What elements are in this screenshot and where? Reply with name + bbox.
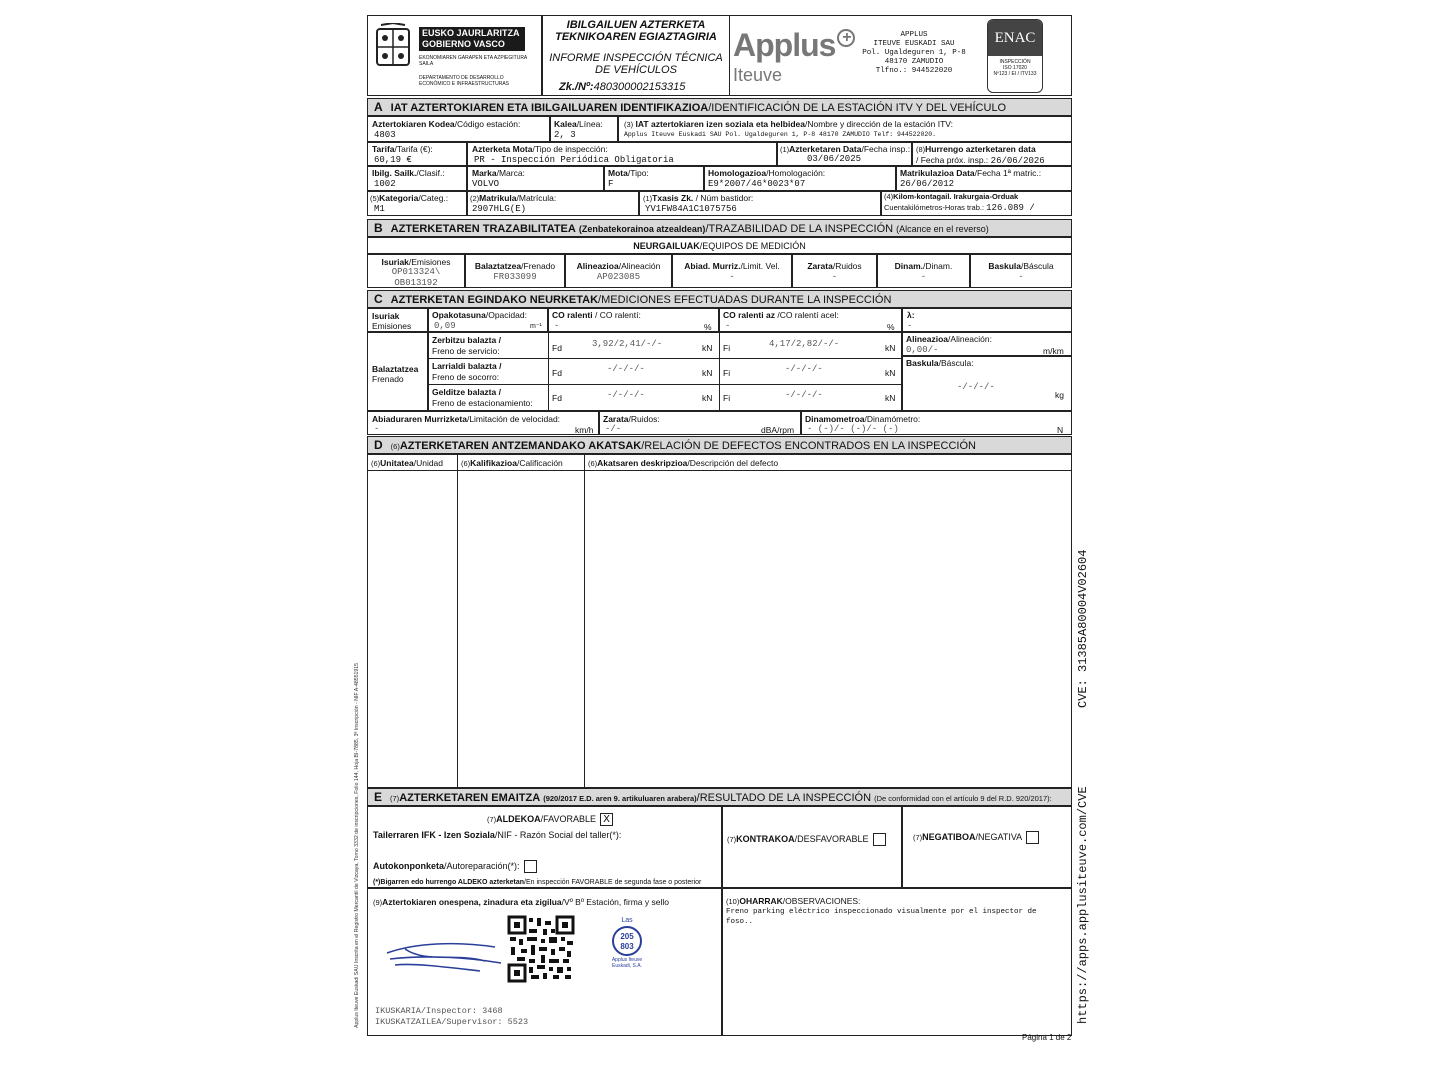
service-fd-unit: kN [702, 343, 713, 353]
co-idle-label-eu: CO ralenti [552, 310, 593, 320]
basque-coat-of-arms-icon [373, 23, 413, 71]
scale-label-eu: Baskula [906, 358, 939, 368]
plate-label-eu: Matrikula [479, 193, 517, 203]
signature-label-es: /Vº Bº Estación, firma y sello [561, 897, 669, 907]
co-accel-value: - [725, 321, 731, 331]
service-fi-unit: kN [885, 343, 896, 353]
report-number-label: Zk./Nº: [559, 81, 594, 93]
equipment-label [465, 261, 565, 271]
inspection-type-value: PR - Inspección Periódica Obligatoria [474, 155, 674, 165]
odometer-num: (4) [884, 192, 894, 201]
category-value: M1 [374, 204, 385, 214]
applus-plus-icon: + [837, 29, 855, 47]
section-c-header [367, 290, 1072, 308]
section-d-title-eu: AZTERKETAREN ANTZEMANDAKO AKATSAK [399, 440, 642, 452]
emergency-fd-label: Fd [552, 368, 562, 378]
self-repair-checkbox[interactable] [524, 860, 537, 873]
parking-brake-label-es: Freno de estacionamiento: [432, 398, 533, 408]
equipment-label-es: /Emisiones [408, 257, 451, 267]
equipment-cell [792, 254, 877, 288]
defects-table [367, 454, 1072, 788]
section-a-title-eu: IAT AZTERTOKIAREN ETA IBILGAILUAREN IDENTIFIKAZIOA [390, 102, 709, 114]
page-number: Página 1 de 2 [1022, 1033, 1072, 1042]
brakes-label-eu: Balaztatzea [372, 364, 419, 374]
title-eu-line1: IBILGAILUEN AZTERKETA [566, 19, 706, 31]
applus-logo [733, 29, 855, 61]
equipment-value: FR033099 [493, 272, 537, 282]
favorable-checkbox[interactable]: X [600, 813, 613, 826]
emissions-label-es: Emisiones [372, 321, 412, 331]
opacity-label-es: /Opacidad: [485, 310, 527, 320]
station-stamp [607, 917, 647, 985]
inspection-date-num: (1) [780, 145, 790, 154]
section-e-title-es: /RESULTADO DE LA INSPECCIÓN [696, 792, 872, 804]
section-e-num: (7) [390, 794, 400, 803]
station-code-label-es: /Código estación: [454, 119, 521, 129]
station-code-label-eu: Aztertokiaren Kodea [372, 119, 455, 129]
defects-desc-num: (6) [588, 459, 598, 468]
tariff-label-es: /Tarifa (€): [394, 144, 433, 154]
section-b-title-eu: AZTERKETAREN TRAZABILITATEA [390, 223, 576, 235]
tariff-label-eu: Tarifa [372, 144, 395, 154]
equipment-label-eu: Baskula [988, 261, 1021, 271]
equipment-value: AP023085 [596, 272, 641, 282]
equipment-label [877, 261, 970, 271]
inspection-report-page [367, 15, 1072, 1040]
emergency-brake-label-es: Freno de socorro: [432, 372, 500, 382]
section-d-num: (6) [390, 442, 400, 451]
equipment-label [672, 261, 792, 271]
section-d-letter: D [374, 438, 383, 452]
brand-label-eu: Marka [472, 168, 497, 178]
emergency-fi-label: Fi [723, 368, 731, 378]
section-a-letter: A [374, 100, 383, 114]
stamp-bottom-2: Euskadi, S.A. [611, 963, 642, 969]
equipment-label-eu: Isuriak [381, 257, 409, 267]
homologation-label-eu: Homologazioa [708, 168, 767, 178]
opacity-value: 0,09 [434, 321, 456, 331]
favorable-label-es: /FAVORABLE [540, 813, 597, 824]
government-name-banner [419, 27, 525, 51]
vin-value: YV1FW84A1C1075756 [645, 204, 737, 214]
verification-qr-code-icon [507, 915, 575, 983]
dynamometer-value: - (-)/- (-)/- (-) [807, 424, 899, 434]
workshop-label-es: /NIF - Razón Social del taller(*): [494, 830, 622, 840]
section-d-title-es: /RELACIÓN DE DEFECTOS ENCONTRADOS EN LA INSPECCIÓN [641, 440, 976, 452]
co-accel-label-eu: CO ralenti az [723, 310, 775, 320]
emergency-fi-value: -/-/-/- [785, 364, 823, 374]
inspector-value: 3468 [482, 1006, 503, 1016]
emergency-fi-unit: kN [885, 368, 896, 378]
defects-unit-label-es: /Unidad [413, 458, 444, 468]
plate-num: (2) [470, 194, 480, 203]
dynamometer-label-eu: Dinamometroa [805, 414, 865, 424]
signature-label-eu: Aztertokiaren onespena, zinadura eta zigilua [382, 897, 562, 907]
defects-rating-num: (6) [461, 459, 471, 468]
equipment-label-es: /Alineación [618, 261, 661, 271]
cve-url-link[interactable]: https://apps.applusiteuve.com/CVE [1076, 786, 1090, 1024]
registration-date-label-eu: Matrikulazioa Data [900, 168, 975, 178]
footnote-eu: (*)Bigarren edo hurrengo ALDEKO azterketan [373, 879, 525, 886]
emissions-label-eu: Isuriak [372, 311, 400, 321]
alignment-label-eu: Alineazioa [906, 334, 949, 344]
cve-code: CVE: 31385A80004V02604 [1076, 549, 1090, 708]
inspection-type-label-es: /Tipo de inspección: [532, 144, 608, 154]
classification-value: 1002 [374, 179, 396, 189]
gov-department-eu: EKONOMIAREN GARAPEN ETA AZPIEGITURA SAILA [419, 55, 527, 67]
stamp-top-text: Las [621, 917, 633, 924]
defects-unit-label-eu: Unitatea [380, 458, 414, 468]
tariff-value: 60,19 € [374, 155, 412, 165]
section-e-note-eu: (920/2017 E.D. aren 9. artikuluaren arabera) [543, 794, 697, 803]
registration-date-value: 26/06/2012 [900, 179, 955, 189]
inspection-date-label-eu: Azterketaren Data [789, 144, 862, 154]
report-number-value: 480300002153315 [593, 81, 686, 93]
station-company-block [859, 31, 969, 76]
report-number [559, 81, 685, 93]
co-idle-value: - [554, 321, 560, 331]
speed-limit-value: - [374, 424, 380, 434]
line-label-es: /Línea: [576, 119, 603, 129]
next-inspection-label-eu: Hurrengo azterketaren data [925, 144, 1036, 154]
favorable-label-eu: ALDEKOA [496, 813, 541, 824]
observations-label-es: /OBSERVACIONES: [782, 896, 861, 906]
equipment-label-eu: Alineazioa [576, 261, 619, 271]
odometer-label-es: Cuentakilómetros-Horas trab.: [884, 203, 985, 212]
classification-label-es: /Clasif.: [416, 168, 445, 178]
observations-text-1: Freno parking eléctrico inspeccionado visualmente por el inspector de [726, 908, 1037, 916]
observations-label-eu: OHARRAK [739, 896, 783, 906]
equipment-cell [970, 254, 1072, 288]
co-accel-unit: % [887, 322, 895, 332]
inspection-type-label-eu: Azterketa Mota [472, 144, 533, 154]
equipment-label-es: /Dinam. [923, 261, 953, 271]
title-es-line1: INFORME INSPECCIÓN TÉCNICA [549, 52, 723, 64]
enac-line-3: Nº123 / EI / ITV133 [993, 71, 1037, 77]
negative-cell [902, 806, 1072, 888]
applus-logo-text: Applus [733, 27, 836, 63]
parking-fd-label: Fd [552, 393, 562, 403]
speed-limit-label-eu: Abiaduraren Murrizketa [372, 414, 467, 424]
plate-value: 2907HLG(E) [472, 204, 527, 214]
brakes-label-es: Frenado [372, 374, 404, 384]
self-repair-label-eu: Autokonponketa [373, 860, 444, 871]
report-title-es [542, 52, 730, 76]
unfavorable-label-eu: KONTRAKOA [736, 833, 795, 844]
equipment-label-es: /Frenado [521, 261, 556, 271]
section-e-header [367, 788, 1072, 806]
section-b-title-es: /TRAZABILIDAD DE LA INSPECCIÓN [705, 223, 894, 235]
category-label-eu: Kategoria [379, 193, 419, 203]
defects-rating-label-eu: Kalifikazioa [470, 458, 517, 468]
stamp-circle [612, 926, 642, 956]
equipment-label-es: /Limit. Vel. [740, 261, 780, 271]
station-name-value: Applus Iteuve Euskadi SAU Pol. Ugaldeguren 1, P-8 48170 ZAMUDIO Telf: 944522020. [624, 131, 937, 138]
homologation-label-es: /Homologación: [766, 168, 826, 178]
equipment-label [565, 261, 672, 271]
enac-line-1: INSPECCIÓN [999, 59, 1031, 65]
co-accel-label-es: /CO ralentí acel: [774, 310, 839, 320]
iteuve-logo-text: Iteuve [733, 65, 783, 85]
alignment-label-es: /Alineación: [948, 334, 992, 344]
homologation-value: E9*2007/46*0023*07 [708, 179, 806, 189]
equipment-label-eu: Zarata [807, 261, 833, 271]
opacity-unit: m⁻¹ [530, 323, 542, 330]
type-value: F [608, 179, 614, 189]
vin-num: (1) [643, 194, 653, 203]
equipment-label-eu: Balaztatzea [474, 261, 522, 271]
section-c-letter: C [374, 292, 383, 306]
section-d-header [367, 436, 1072, 454]
next-inspection-label-es: / Fecha próx. insp.: [916, 155, 989, 165]
company-line-2: ITEUVE EUSKADI SAU [873, 40, 955, 48]
gov-name-eu: EUSKO JAURLARITZA [422, 28, 520, 38]
self-repair-label-es: /Autoreparación(*): [444, 860, 520, 871]
alignment-unit: m/km [1043, 346, 1064, 356]
negative-label-eu: NEGATIBOA [922, 831, 976, 842]
noise-label-eu: Zarata [603, 414, 629, 424]
section-e-note-es: (De conformidad con el artículo 9 del R.D. 920/2017): [874, 794, 1052, 803]
negative-num: (7) [913, 832, 923, 842]
equipment-cell [465, 254, 565, 288]
service-fd-value: 3,92/2,41/-/- [592, 339, 663, 349]
station-name-label-es: /Nombre y dirección de la estación ITV: [804, 119, 954, 129]
negative-checkbox[interactable] [1026, 831, 1039, 844]
unfavorable-num: (7) [727, 834, 737, 844]
title-eu-line2: TEKNIKOAREN EGIAZTAGIRIA [555, 31, 717, 43]
classification-label-eu: Ibilg. Sailk. [372, 168, 417, 178]
service-fd-label: Fd [552, 343, 562, 353]
equipment-label-eu: Dinam. [894, 261, 924, 271]
negative-label-es: /NEGATIVA [975, 831, 1023, 842]
equipment-label-eu: Abiad. Murriz. [684, 261, 741, 271]
dynamometer-label-es: /Dinamómetro: [864, 414, 921, 424]
lambda-cell [902, 308, 1072, 332]
service-brake-label-eu: Zerbitzu balazta / [432, 335, 501, 345]
co-idle-unit: % [704, 322, 712, 332]
emergency-fd-value: -/-/-/- [607, 364, 645, 374]
equipment-cell [672, 254, 792, 288]
parking-fd-unit: kN [702, 393, 713, 403]
section-e-title-eu: AZTERKETAREN EMAITZA [399, 792, 541, 804]
equipment-value-secondary: OB013192 [394, 278, 438, 288]
equipment-label-es: /Ruidos [832, 261, 862, 271]
equipment-label [367, 257, 465, 267]
noise-value: -/- [605, 424, 622, 434]
company-line-4: 48170 ZAMUDIO [884, 58, 944, 66]
company-line-3: Pol. Ugaldeguren 1, P-8 [862, 49, 966, 57]
odometer-value: 126.089 / [986, 203, 1035, 213]
station-name-label-eu: IAT aztertokiaren izen soziala eta helbidea [635, 119, 805, 129]
title-es-line2: DE VEHÍCULOS [595, 64, 677, 76]
brand-value: VOLVO [472, 179, 500, 189]
parking-fi-unit: kN [885, 393, 896, 403]
type-label-eu: Mota [608, 168, 628, 178]
inspection-date-label-es: /Fecha insp.: [861, 144, 911, 154]
line-label-eu: Kalea [554, 119, 577, 129]
service-fi-value: 4,17/2,82/-/- [769, 339, 840, 349]
inspection-date-value: 03/06/2025 [807, 154, 862, 164]
company-line-1: APPLUS [900, 31, 928, 39]
scale-unit: kg [1055, 390, 1064, 400]
co-idle-label-es: / CO ralentí: [592, 310, 641, 320]
brand-label-es: /Marca: [496, 168, 525, 178]
lambda-value: - [907, 321, 913, 331]
emergency-brake-label-eu: Larrialdi balazta / [432, 361, 502, 371]
equipment-cell [877, 254, 970, 288]
section-e-letter: E [374, 790, 383, 804]
alignment-value: 0,00/- [906, 345, 939, 355]
report-title-eu [542, 19, 730, 43]
equipment-value: OP013324\ [391, 267, 441, 277]
section-c-title-eu: AZTERKETAN EGINDAKO NEURKETAK [390, 294, 599, 306]
service-brake-label-es: Freno de servicio: [432, 346, 500, 356]
service-fi-label: Fi [723, 343, 731, 353]
observations-text-2: foso.. [726, 918, 754, 926]
parking-fi-label: Fi [723, 393, 731, 403]
equipment-label [792, 261, 877, 271]
enac-logo [987, 19, 1043, 93]
vin-label-eu: Txasis Zk. [652, 193, 694, 203]
emergency-fd-unit: kN [702, 368, 713, 378]
noise-unit: dBA/rpm [761, 425, 795, 435]
observations-num: (10) [726, 897, 740, 906]
inspector-label: IKUSKARIA/Inspector: [375, 1006, 478, 1016]
equipment-value: - [831, 272, 838, 282]
defects-rating-label-es: /Calificación [516, 458, 563, 468]
scale-label-es: /Báscula: [938, 358, 974, 368]
supervisor-label: IKUSKATZAILEA/Supervisor: [375, 1017, 503, 1027]
equipment-label-es: /Báscula [1021, 261, 1054, 271]
type-label-es: /Tipo: [627, 168, 649, 178]
noise-label-es: /Ruidos: [628, 414, 660, 424]
lambda-label: λ: [907, 310, 915, 320]
equipment-label-eu: NEURGAILUAK [633, 241, 700, 251]
stamp-bottom-1: Applus Iteuve [611, 957, 643, 963]
odometer-label-eu: Kilom-kontagail. Irakurgaia-Orduak [893, 192, 1019, 201]
parking-brake-label-eu: Gelditze balazta / [432, 387, 501, 397]
favorable-num: (7) [487, 814, 497, 824]
parking-fd-value: -/-/-/- [607, 390, 645, 400]
company-line-5: Tlfno.: 944522020 [875, 67, 953, 75]
workshop-label-eu: Tailerraren IFK - Izen Soziala [373, 830, 495, 840]
speed-limit-unit: km/h [575, 425, 594, 435]
speed-limit-label-es: /Limitación de velocidad: [466, 414, 561, 424]
section-a-title-es: /IDENTIFICACIÓN DE LA ESTACIÓN ITV Y DEL VEHÍCULO [708, 102, 1007, 114]
stamp-number-1: 205 [620, 932, 634, 941]
unfavorable-checkbox[interactable] [873, 833, 886, 846]
inspector-signature-icon [385, 933, 505, 978]
defects-desc-label-es: /Descripción del defecto [687, 458, 779, 468]
scale-value: -/-/-/- [957, 382, 995, 392]
section-b-header [367, 219, 1072, 237]
equipment-cell [565, 254, 672, 288]
section-b-note-es: (Alcance en el reverso) [896, 224, 989, 234]
defects-desc-label-eu: Akatsaren deskripzioa [597, 458, 688, 468]
unfavorable-label-es: /DESFAVORABLE [794, 833, 869, 844]
enac-line-2: ISO 17020 [1003, 65, 1027, 71]
equipment-value: - [920, 272, 927, 282]
category-num: (5) [370, 194, 380, 203]
station-code-value: 4803 [374, 130, 396, 140]
station-name-num: (3) [624, 120, 634, 129]
line-value: 2, 3 [554, 130, 576, 140]
legal-registry-text: Applus Iteuve Euskadi SAU Inscrita en el Registro Mercantil de Vizcaya, Tomo 3332 de inscripciones, Folio 144, Hoja BI-7885, 3ª Inscripción - NIF A-48551915 [354, 662, 360, 1028]
vin-label-es: / Núm bastidor: [693, 193, 754, 203]
category-label-es: /Categ.: [418, 193, 449, 203]
section-a-header [367, 98, 1072, 116]
section-c-title-es: /MEDICIONES EFECTUADAS DURANTE LA INSPECCIÓN [598, 294, 892, 306]
next-inspection-num: (8) [916, 145, 926, 154]
stamp-number-2: 803 [620, 942, 634, 951]
enac-logo-text: ENAC [988, 20, 1042, 56]
defects-unit-num: (6) [371, 459, 381, 468]
equipment-label-es: /EQUIPOS DE MEDICIÓN [699, 241, 806, 251]
opacity-label-eu: Opakotasuna [432, 310, 486, 320]
registration-date-label-es: /Fecha 1ª matric.: [974, 168, 1042, 178]
equipment-value: - [1018, 272, 1024, 282]
dynamometer-unit: N [1057, 425, 1064, 435]
unfavorable-cell [722, 806, 902, 888]
footnote-es: /En inspección FAVORABLE de segunda fase o posterior [524, 879, 702, 886]
section-b-note-eu: (Zenbatekorainoa atzealdean) [578, 224, 706, 234]
parking-fi-value: -/-/-/- [785, 390, 823, 400]
gov-name-es: GOBIERNO VASCO [422, 39, 505, 49]
equipment-label [970, 261, 1072, 271]
plate-label-es: /Matrícula: [516, 193, 557, 203]
signature-num: (9) [373, 898, 383, 907]
gov-department-es: DEPARTAMENTO DE DESARROLLO ECONÓMICO E INFRAESTRUCTURAS [419, 75, 510, 87]
section-b-letter: B [374, 221, 383, 235]
next-inspection-value: 26/06/2026 [990, 156, 1045, 166]
equipment-value: - [729, 272, 735, 282]
supervisor-value: 5523 [507, 1017, 529, 1027]
